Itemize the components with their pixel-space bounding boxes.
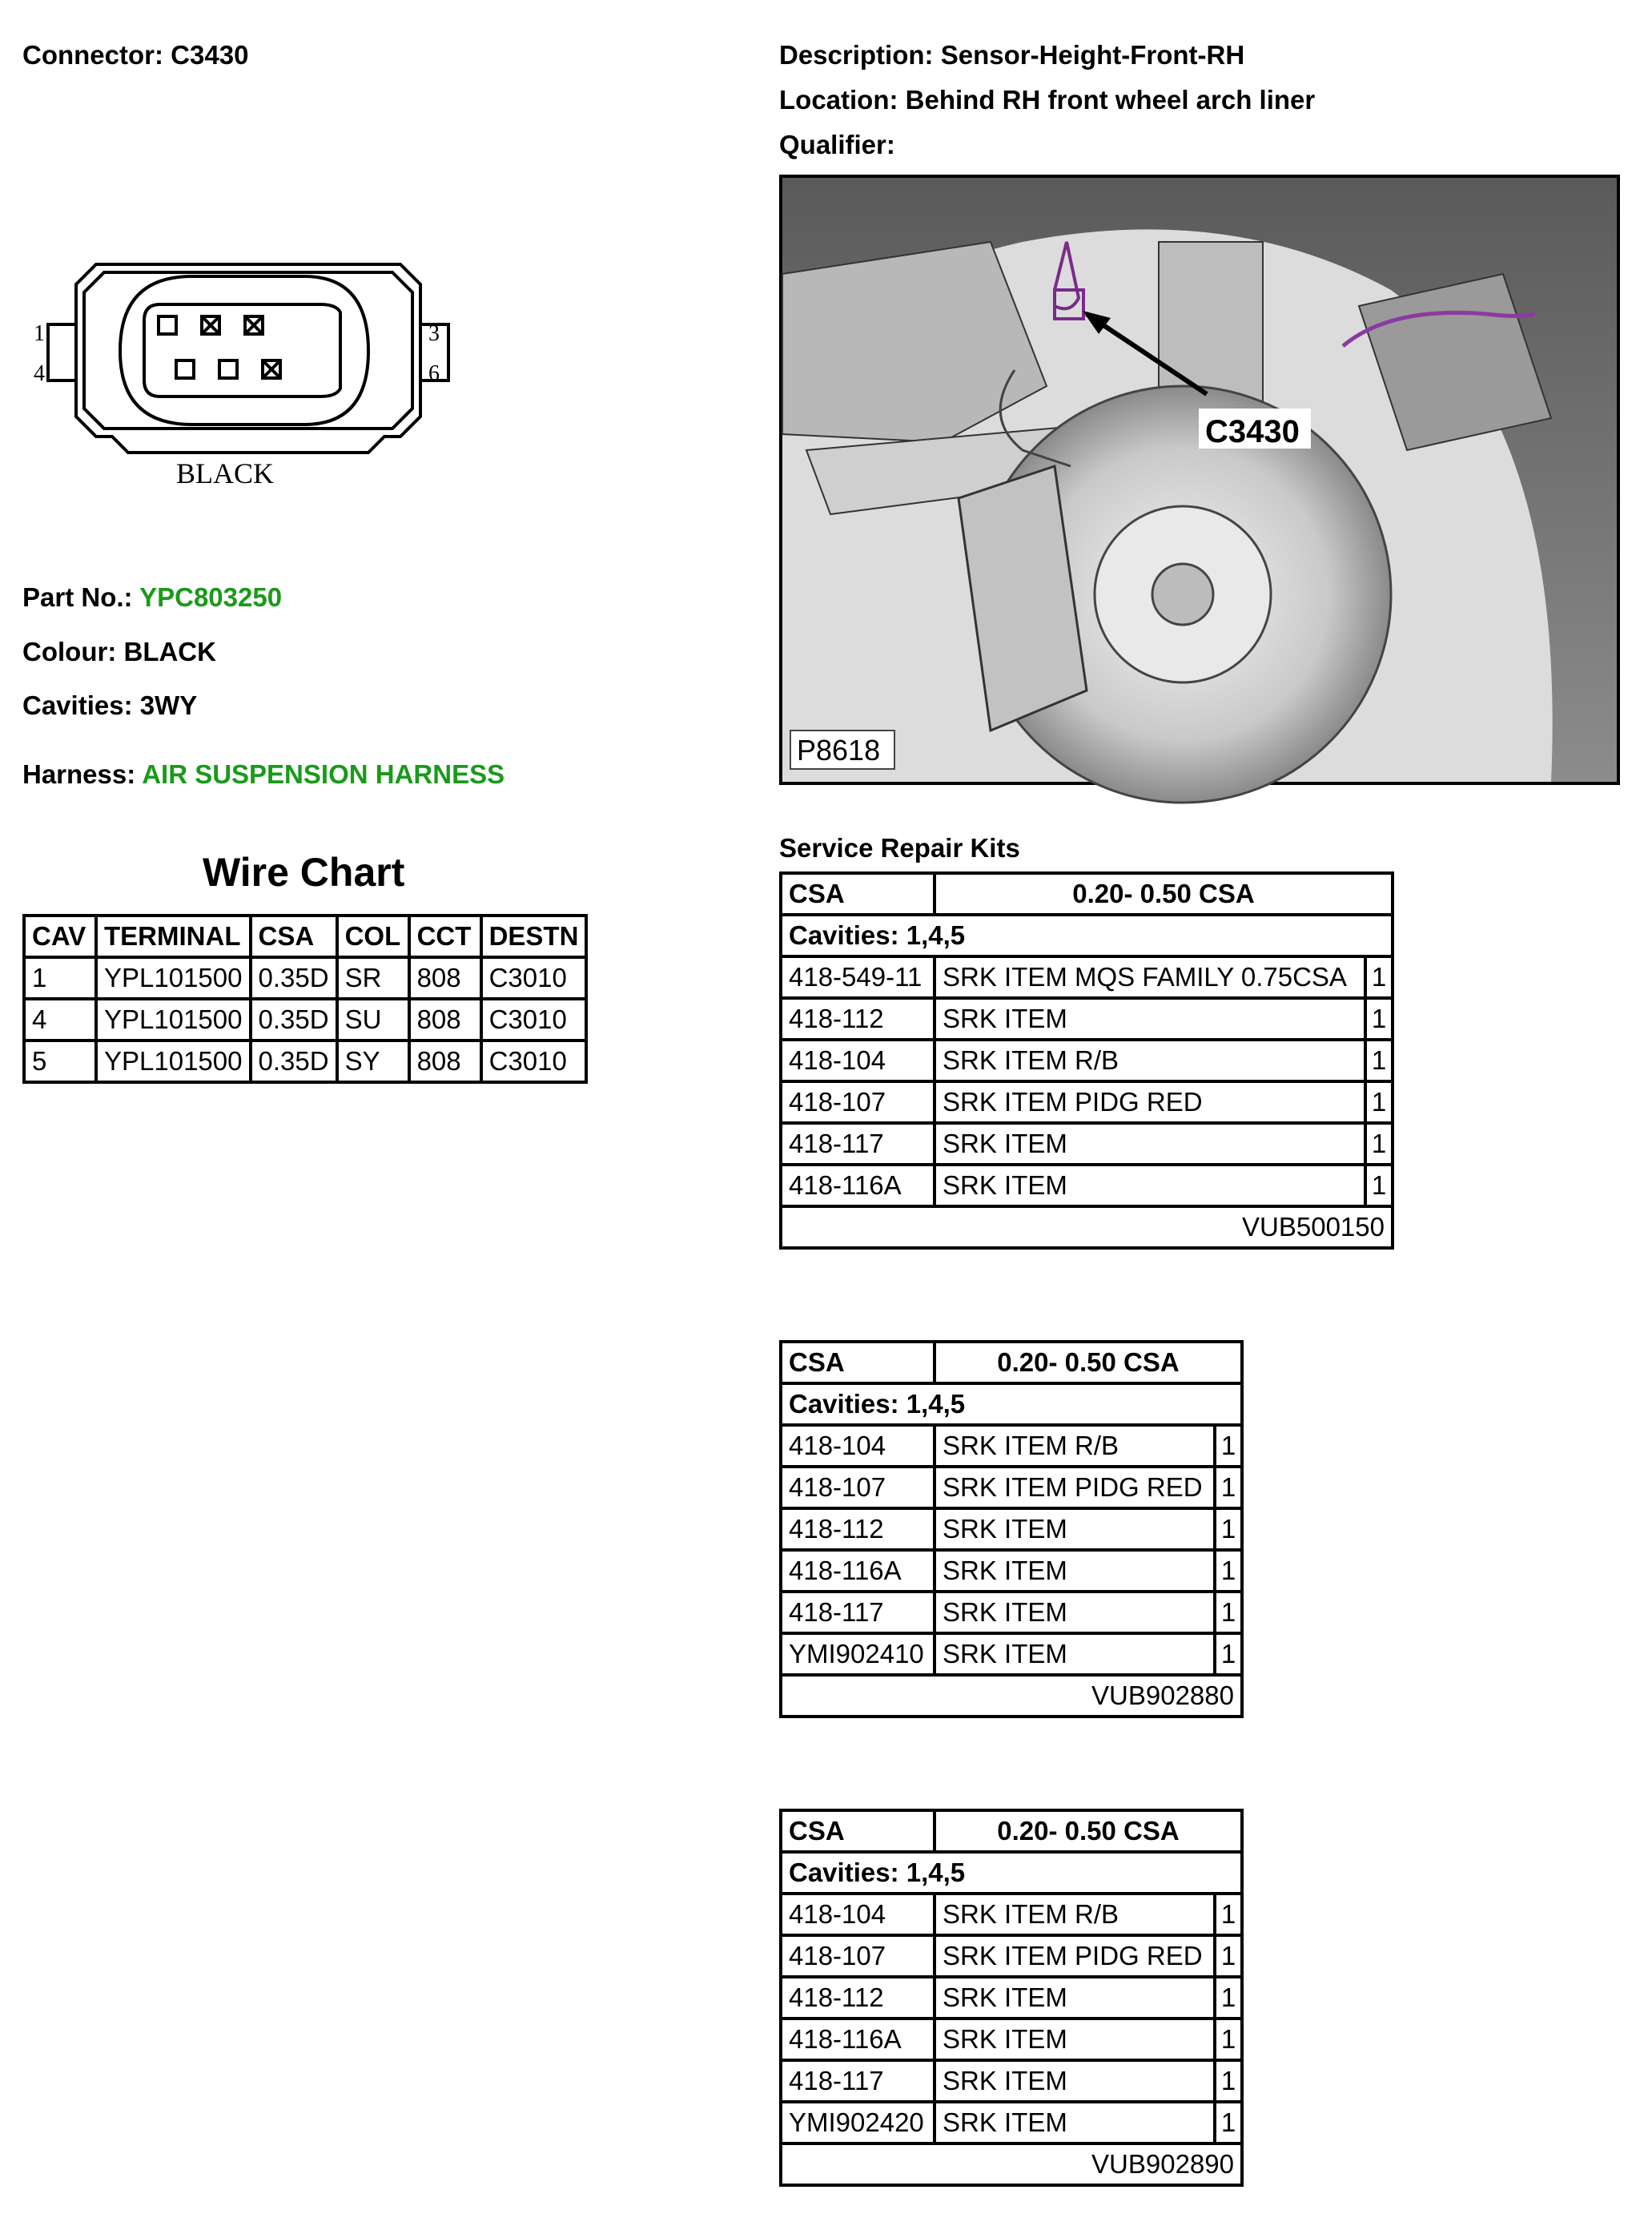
item-desc: SRK ITEM xyxy=(935,1123,1365,1165)
repair-kit-table-3 xyxy=(779,1809,1244,2187)
item-part: YMI902420 xyxy=(781,2102,935,2143)
kit-cavities: Cavities: 1,4,5 xyxy=(781,1383,1242,1425)
cavities-value: 3WY xyxy=(139,690,198,720)
kit-csa-label: CSA xyxy=(781,1810,935,1852)
wire-chart-title: Wire Chart xyxy=(203,850,405,895)
cell: C3010 xyxy=(481,1041,587,1082)
table-row xyxy=(781,1123,1393,1165)
item-qty: 1 xyxy=(1215,1592,1242,1633)
table-row xyxy=(781,1040,1393,1081)
table-row xyxy=(781,1935,1242,1977)
item-part: 418-107 xyxy=(781,1081,935,1123)
cell: 0.35D xyxy=(251,957,337,999)
cell: 0.35D xyxy=(251,1041,337,1082)
table-row xyxy=(781,1592,1242,1633)
colour-label: Colour: xyxy=(22,637,117,666)
connector-cavity-block xyxy=(144,304,340,396)
connector-inner-outline xyxy=(84,272,412,429)
cell: SY xyxy=(337,1041,409,1082)
pin-label-3: 3 xyxy=(428,321,440,346)
item-qty: 1 xyxy=(1215,2019,1242,2060)
item-desc: SRK ITEM xyxy=(935,998,1365,1040)
item-qty: 1 xyxy=(1365,1081,1393,1123)
part-number-label: Part No.: xyxy=(22,582,133,612)
kit-csa-label: CSA xyxy=(781,1342,935,1383)
item-qty: 1 xyxy=(1365,1123,1393,1165)
table-row xyxy=(781,1633,1242,1675)
table-row xyxy=(781,2102,1242,2143)
description-line xyxy=(779,40,1244,70)
qualifier-label: Qualifier: xyxy=(779,130,895,159)
table-row xyxy=(781,1081,1393,1123)
item-desc: SRK ITEM xyxy=(935,1977,1215,2019)
kit-cavities-row xyxy=(781,1852,1242,1894)
cavity-6-blocked-mark xyxy=(263,360,280,378)
table-row xyxy=(781,2060,1242,2102)
col-csa: CSA xyxy=(251,916,337,957)
cell: C3010 xyxy=(481,999,587,1041)
col-cct: CCT xyxy=(409,916,481,957)
harness-line xyxy=(22,759,504,790)
item-desc: SRK ITEM xyxy=(935,1508,1215,1550)
item-desc: SRK ITEM PIDG RED xyxy=(935,1467,1215,1508)
item-part: YMI902410 xyxy=(781,1633,935,1675)
table-row xyxy=(781,1425,1242,1467)
wire-chart-header-row xyxy=(24,916,586,957)
item-qty: 1 xyxy=(1215,1550,1242,1592)
repair-kit-table-2 xyxy=(779,1340,1244,1718)
kit-footer-row xyxy=(781,2143,1242,2185)
cell: YPL101500 xyxy=(96,999,251,1041)
item-qty: 1 xyxy=(1215,1935,1242,1977)
cell: 4 xyxy=(24,999,96,1041)
item-qty: 1 xyxy=(1365,998,1393,1040)
table-row xyxy=(781,1467,1242,1508)
pin-label-6: 6 xyxy=(428,361,440,386)
cavity-3-blocked-mark xyxy=(245,316,263,334)
harness-value: AIR SUSPENSION HARNESS xyxy=(142,759,505,789)
item-desc: SRK ITEM R/B xyxy=(935,1040,1365,1081)
col-destn: DESTN xyxy=(481,916,587,957)
item-part: 418-117 xyxy=(781,2060,935,2102)
table-row xyxy=(781,956,1393,998)
item-qty: 1 xyxy=(1215,2102,1242,2143)
item-desc: SRK ITEM xyxy=(935,1550,1215,1592)
item-desc: SRK ITEM xyxy=(935,2019,1215,2060)
item-desc: SRK ITEM xyxy=(935,1165,1365,1206)
cell: SU xyxy=(337,999,409,1041)
cell: 808 xyxy=(409,957,481,999)
item-part: 418-116A xyxy=(781,1165,935,1206)
table-row xyxy=(781,1508,1242,1550)
kit-number: VUB902880 xyxy=(781,1675,1242,1717)
cavity-4 xyxy=(176,360,194,378)
location-label: Location: xyxy=(779,85,898,115)
item-part: 418-549-11 xyxy=(781,956,935,998)
item-desc: SRK ITEM xyxy=(935,1592,1215,1633)
cavities-line xyxy=(22,690,197,721)
item-qty: 1 xyxy=(1215,1894,1242,1935)
table-row xyxy=(781,1977,1242,2019)
item-part: 418-107 xyxy=(781,1935,935,1977)
repair-kit-table-1 xyxy=(779,871,1394,1250)
kit-csa-value: 0.20- 0.50 CSA xyxy=(935,1810,1242,1852)
item-desc: SRK ITEM PIDG RED xyxy=(935,1935,1215,1977)
description-value: Sensor-Height-Front-RH xyxy=(940,40,1245,70)
item-part: 418-117 xyxy=(781,1123,935,1165)
kit-cavities: Cavities: 1,4,5 xyxy=(781,1852,1242,1894)
item-qty: 1 xyxy=(1365,1165,1393,1206)
item-qty: 1 xyxy=(1215,1977,1242,2019)
item-qty: 1 xyxy=(1365,956,1393,998)
col-cav: CAV xyxy=(24,916,96,957)
item-desc: SRK ITEM R/B xyxy=(935,1425,1215,1467)
connector-value: C3430 xyxy=(171,40,249,70)
table-row xyxy=(24,999,586,1041)
harness-label: Harness: xyxy=(22,759,136,789)
kit-number: VUB902890 xyxy=(781,2143,1242,2185)
pin-label-4: 4 xyxy=(34,361,45,386)
kit-csa-row xyxy=(781,1810,1242,1852)
kit-csa-row xyxy=(781,1342,1242,1383)
wire-chart-table xyxy=(22,914,588,1084)
table-row xyxy=(781,2019,1242,2060)
col-terminal: TERMINAL xyxy=(96,916,251,957)
item-qty: 1 xyxy=(1215,1633,1242,1675)
connector-heading xyxy=(22,40,248,70)
item-qty: 1 xyxy=(1215,1467,1242,1508)
table-row xyxy=(781,998,1393,1040)
table-row xyxy=(781,1165,1393,1206)
item-qty: 1 xyxy=(1215,2060,1242,2102)
kit-cavities-row xyxy=(781,1383,1242,1425)
item-part: 418-104 xyxy=(781,1425,935,1467)
item-part: 418-117 xyxy=(781,1592,935,1633)
cavities-label: Cavities: xyxy=(22,690,133,720)
kit-csa-row xyxy=(781,873,1393,915)
cell: SR xyxy=(337,957,409,999)
item-desc: SRK ITEM xyxy=(935,2102,1215,2143)
table-row xyxy=(781,1894,1242,1935)
item-part: 418-104 xyxy=(781,1040,935,1081)
cavity-2-blocked-mark xyxy=(202,316,219,334)
part-number-line xyxy=(22,582,282,613)
item-part: 418-107 xyxy=(781,1467,935,1508)
item-qty: 1 xyxy=(1365,1040,1393,1081)
connector-face-diagram xyxy=(24,248,440,497)
kit-csa-value: 0.20- 0.50 CSA xyxy=(935,1342,1242,1383)
cell: 808 xyxy=(409,999,481,1041)
item-part: 418-116A xyxy=(781,1550,935,1592)
photo-ref-label: P8618 xyxy=(797,734,881,767)
table-row xyxy=(781,1550,1242,1592)
part-number-value: YPC803250 xyxy=(139,582,283,612)
table-row xyxy=(24,1041,586,1082)
cell: 808 xyxy=(409,1041,481,1082)
item-part: 418-104 xyxy=(781,1894,935,1935)
item-part: 418-112 xyxy=(781,998,935,1040)
item-desc: SRK ITEM xyxy=(935,2060,1215,2102)
cell: C3010 xyxy=(481,957,587,999)
cell: 0.35D xyxy=(251,999,337,1041)
diagram-colour-text: BLACK xyxy=(176,457,275,489)
kit-cavities-row xyxy=(781,915,1393,956)
item-desc: SRK ITEM MQS FAMILY 0.75CSA xyxy=(935,956,1365,998)
item-desc: SRK ITEM R/B xyxy=(935,1894,1215,1935)
colour-line xyxy=(22,637,216,667)
kit-csa-value: 0.20- 0.50 CSA xyxy=(935,873,1393,915)
kit-csa-label: CSA xyxy=(781,873,935,915)
item-part: 418-112 xyxy=(781,1977,935,2019)
cavity-1 xyxy=(159,316,176,334)
item-part: 418-112 xyxy=(781,1508,935,1550)
cavity-5 xyxy=(219,360,237,378)
cell: 1 xyxy=(24,957,96,999)
cell: YPL101500 xyxy=(96,957,251,999)
item-part: 418-116A xyxy=(781,2019,935,2060)
callout-label: C3430 xyxy=(1205,414,1300,449)
kit-number: VUB500150 xyxy=(781,1206,1393,1248)
item-qty: 1 xyxy=(1215,1425,1242,1467)
location-value: Behind RH front wheel arch liner xyxy=(905,85,1316,115)
item-desc: SRK ITEM PIDG RED xyxy=(935,1081,1365,1123)
connector-label: Connector: xyxy=(22,40,163,70)
item-qty: 1 xyxy=(1215,1508,1242,1550)
location-line xyxy=(779,85,1315,115)
service-kits-title: Service Repair Kits xyxy=(779,833,1020,863)
hub-centre xyxy=(1152,564,1213,625)
col-col: COL xyxy=(337,916,409,957)
description-label: Description: xyxy=(779,40,934,70)
kit-footer-row xyxy=(781,1206,1393,1248)
table-row xyxy=(24,957,586,999)
qualifier-line xyxy=(779,130,895,160)
kit-footer-row xyxy=(781,1675,1242,1717)
suspension-illustration xyxy=(782,178,1617,782)
item-desc: SRK ITEM xyxy=(935,1633,1215,1675)
kit-cavities: Cavities: 1,4,5 xyxy=(781,915,1393,956)
cell: YPL101500 xyxy=(96,1041,251,1082)
connector-left-tab xyxy=(48,324,76,380)
pin-label-1: 1 xyxy=(34,321,45,346)
connector-oval-housing xyxy=(120,276,368,425)
location-photo xyxy=(779,175,1620,785)
cell: 5 xyxy=(24,1041,96,1082)
colour-value: BLACK xyxy=(123,637,216,666)
